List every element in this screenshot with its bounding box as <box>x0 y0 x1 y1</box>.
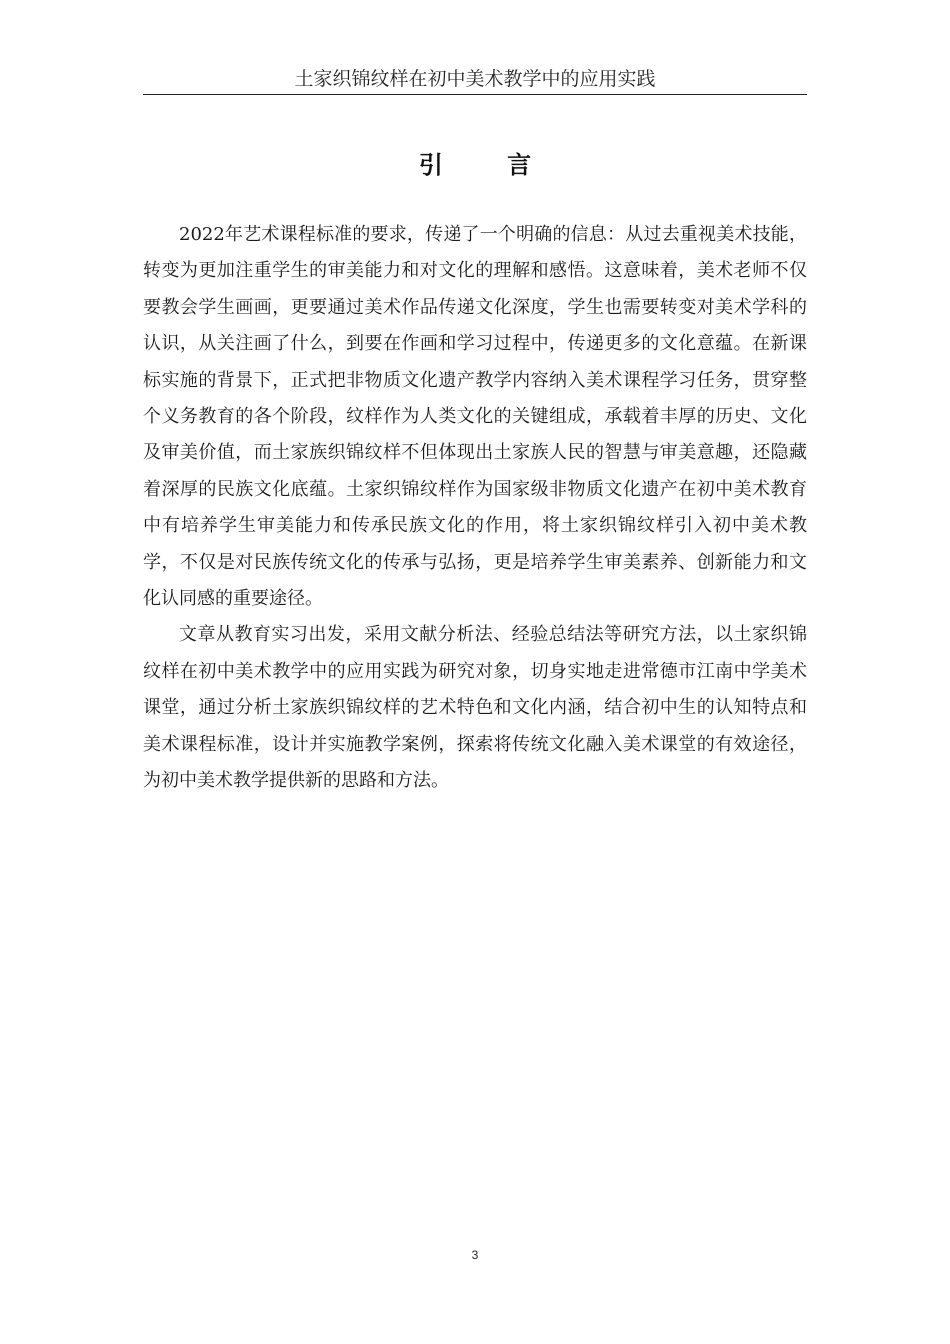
running-header: 土家织锦纹样在初中美术教学中的应用实践 <box>294 68 656 90</box>
section-title: 引 言 <box>418 151 560 179</box>
page-number: 3 <box>471 1248 479 1262</box>
header-rule <box>143 94 807 95</box>
body-text <box>143 217 807 800</box>
paragraph-2: 文章从教育实习出发，采用文献分析法、经验总结法等研究方法，以土家织锦纹样在初中美术教学中的应用实践为研究对象，切身实地走进常德市江南中学美术课堂，通过分析土家族织锦纹样的艺术特色和文化内涵，结合初中生的认知特点和美术课程标准，设计并实施教学案例，探索将传统文化融入美术课堂的有效途径，为初中美术教学提供新的思路和方法。 <box>143 624 807 792</box>
paragraph-1: 2022年艺术课程标准的要求，传递了一个明确的信息：从过去重视美术技能，转变为更加注重学生的审美能力和对文化的理解和感悟。这意味着，美术老师不仅要教会学生画画，更要通过美术作品传递文化深度，学生也需要转变对美术学科的认识，从关注画了什么，到要在作画和学习过程中，传递更多的文化意蕴。在新课标实施的背景下，正式把非物质文化遗产教学内容纳入美术课程学习任务，贯穿整个义务教育的各个阶段，纹样作为人类文化的关键组成，承载着丰厚的历史、文化及审美价值，而土家族织锦纹样不但体现出土家族人民的智慧与审美意趣，还隐藏着深厚的民族文化底蕴。土家织锦纹样作为国家级非物质文化遗产在初中美术教育中有培养学生审美能力和传承民族文化的作用，将土家织锦纹样引入初中美术教学，不仅是对民族传统文化的传承与弘扬，更是培养学生审美素养、创新能力和文化认同感的重要途径。 <box>143 224 807 610</box>
